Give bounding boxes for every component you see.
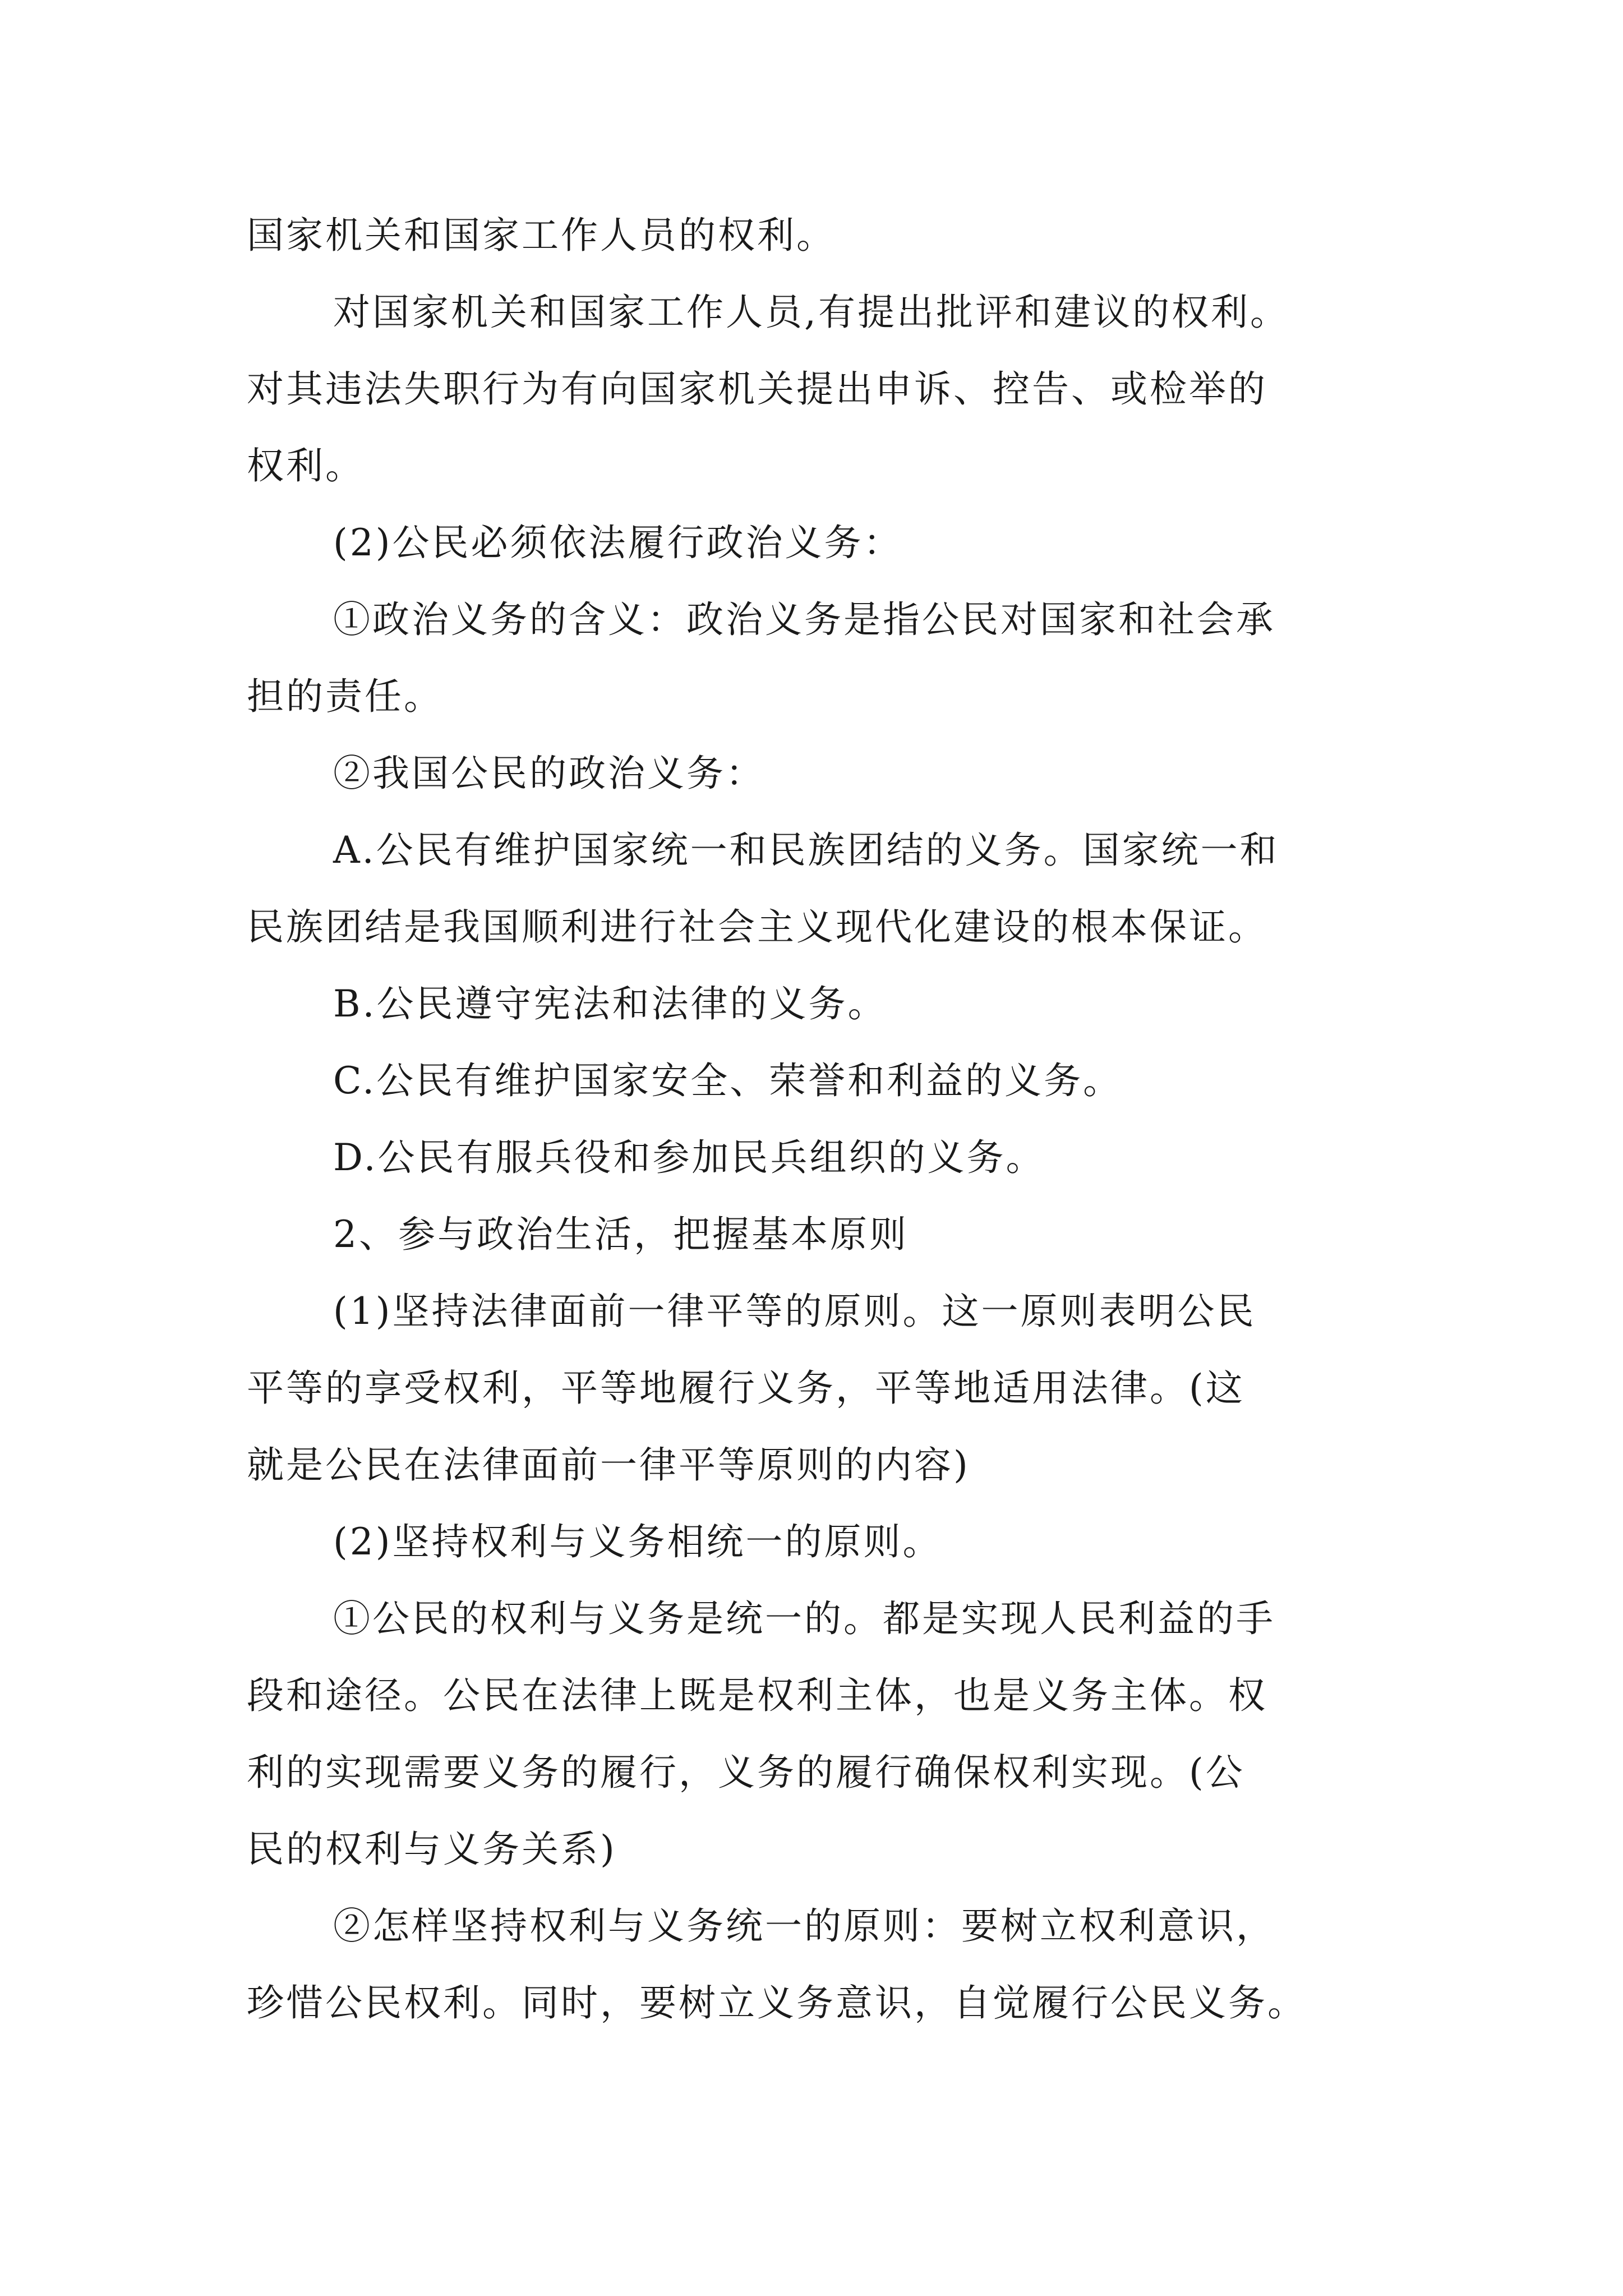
text-line: ②怎样坚持权利与义务统一的原则：要树立权利意识，	[333, 1904, 1275, 1948]
text-line: C.公民有维护国家安全、荣誉和利益的义务。	[333, 1059, 1123, 1102]
text-line: 2、参与政治生活，把握基本原则	[333, 1213, 909, 1256]
text-line: 珍惜公民权利。同时，要树立义务意识，自觉履行公民义务。	[247, 1981, 1307, 2024]
text-line: 国家机关和国家工作人员的权利。	[247, 214, 836, 257]
text-line: (2)公民必须依法履行政治义务：	[333, 521, 903, 564]
text-line: 权利。	[247, 444, 365, 487]
text-line: 对其违法失职行为有向国家机关提出申诉、控告、或检举的	[247, 367, 1267, 411]
text-line: ①公民的权利与义务是统一的。都是实现人民利益的手	[333, 1597, 1275, 1640]
text-line: (1)坚持法律面前一律平等的原则。这一原则表明公民	[333, 1290, 1256, 1333]
text-line: ②我国公民的政治义务：	[333, 752, 765, 795]
text-line: B.公民遵守宪法和法律的义务。	[333, 982, 887, 1025]
text-line: ①政治义务的含义：政治义务是指公民对国家和社会承	[333, 598, 1275, 641]
text-line: 民的权利与义务关系)	[247, 1828, 617, 1871]
text-line: A.公民有维护国家统一和民族团结的义务。国家统一和	[333, 829, 1279, 872]
text-line: 就是公民在法律面前一律平等原则的内容)	[247, 1443, 970, 1487]
text-line: 对国家机关和国家工作人员,有提出批评和建议的权利。	[333, 291, 1289, 334]
text-line: 利的实现需要义务的履行，义务的履行确保权利实现。(公	[247, 1751, 1245, 1794]
text-line: D.公民有服兵役和参加民兵组织的义务。	[333, 1136, 1045, 1179]
text-line: 担的责任。	[247, 675, 443, 718]
text-line: 民族团结是我国顺利进行社会主义现代化建设的根本保证。	[247, 905, 1267, 949]
text-line: 段和途径。公民在法律上既是权利主体，也是义务主体。权	[247, 1674, 1267, 1717]
text-line: (2)坚持权利与义务相统一的原则。	[333, 1520, 942, 1563]
text-line: 平等的享受权利，平等地履行义务，平等地适用法律。(这	[247, 1366, 1245, 1410]
